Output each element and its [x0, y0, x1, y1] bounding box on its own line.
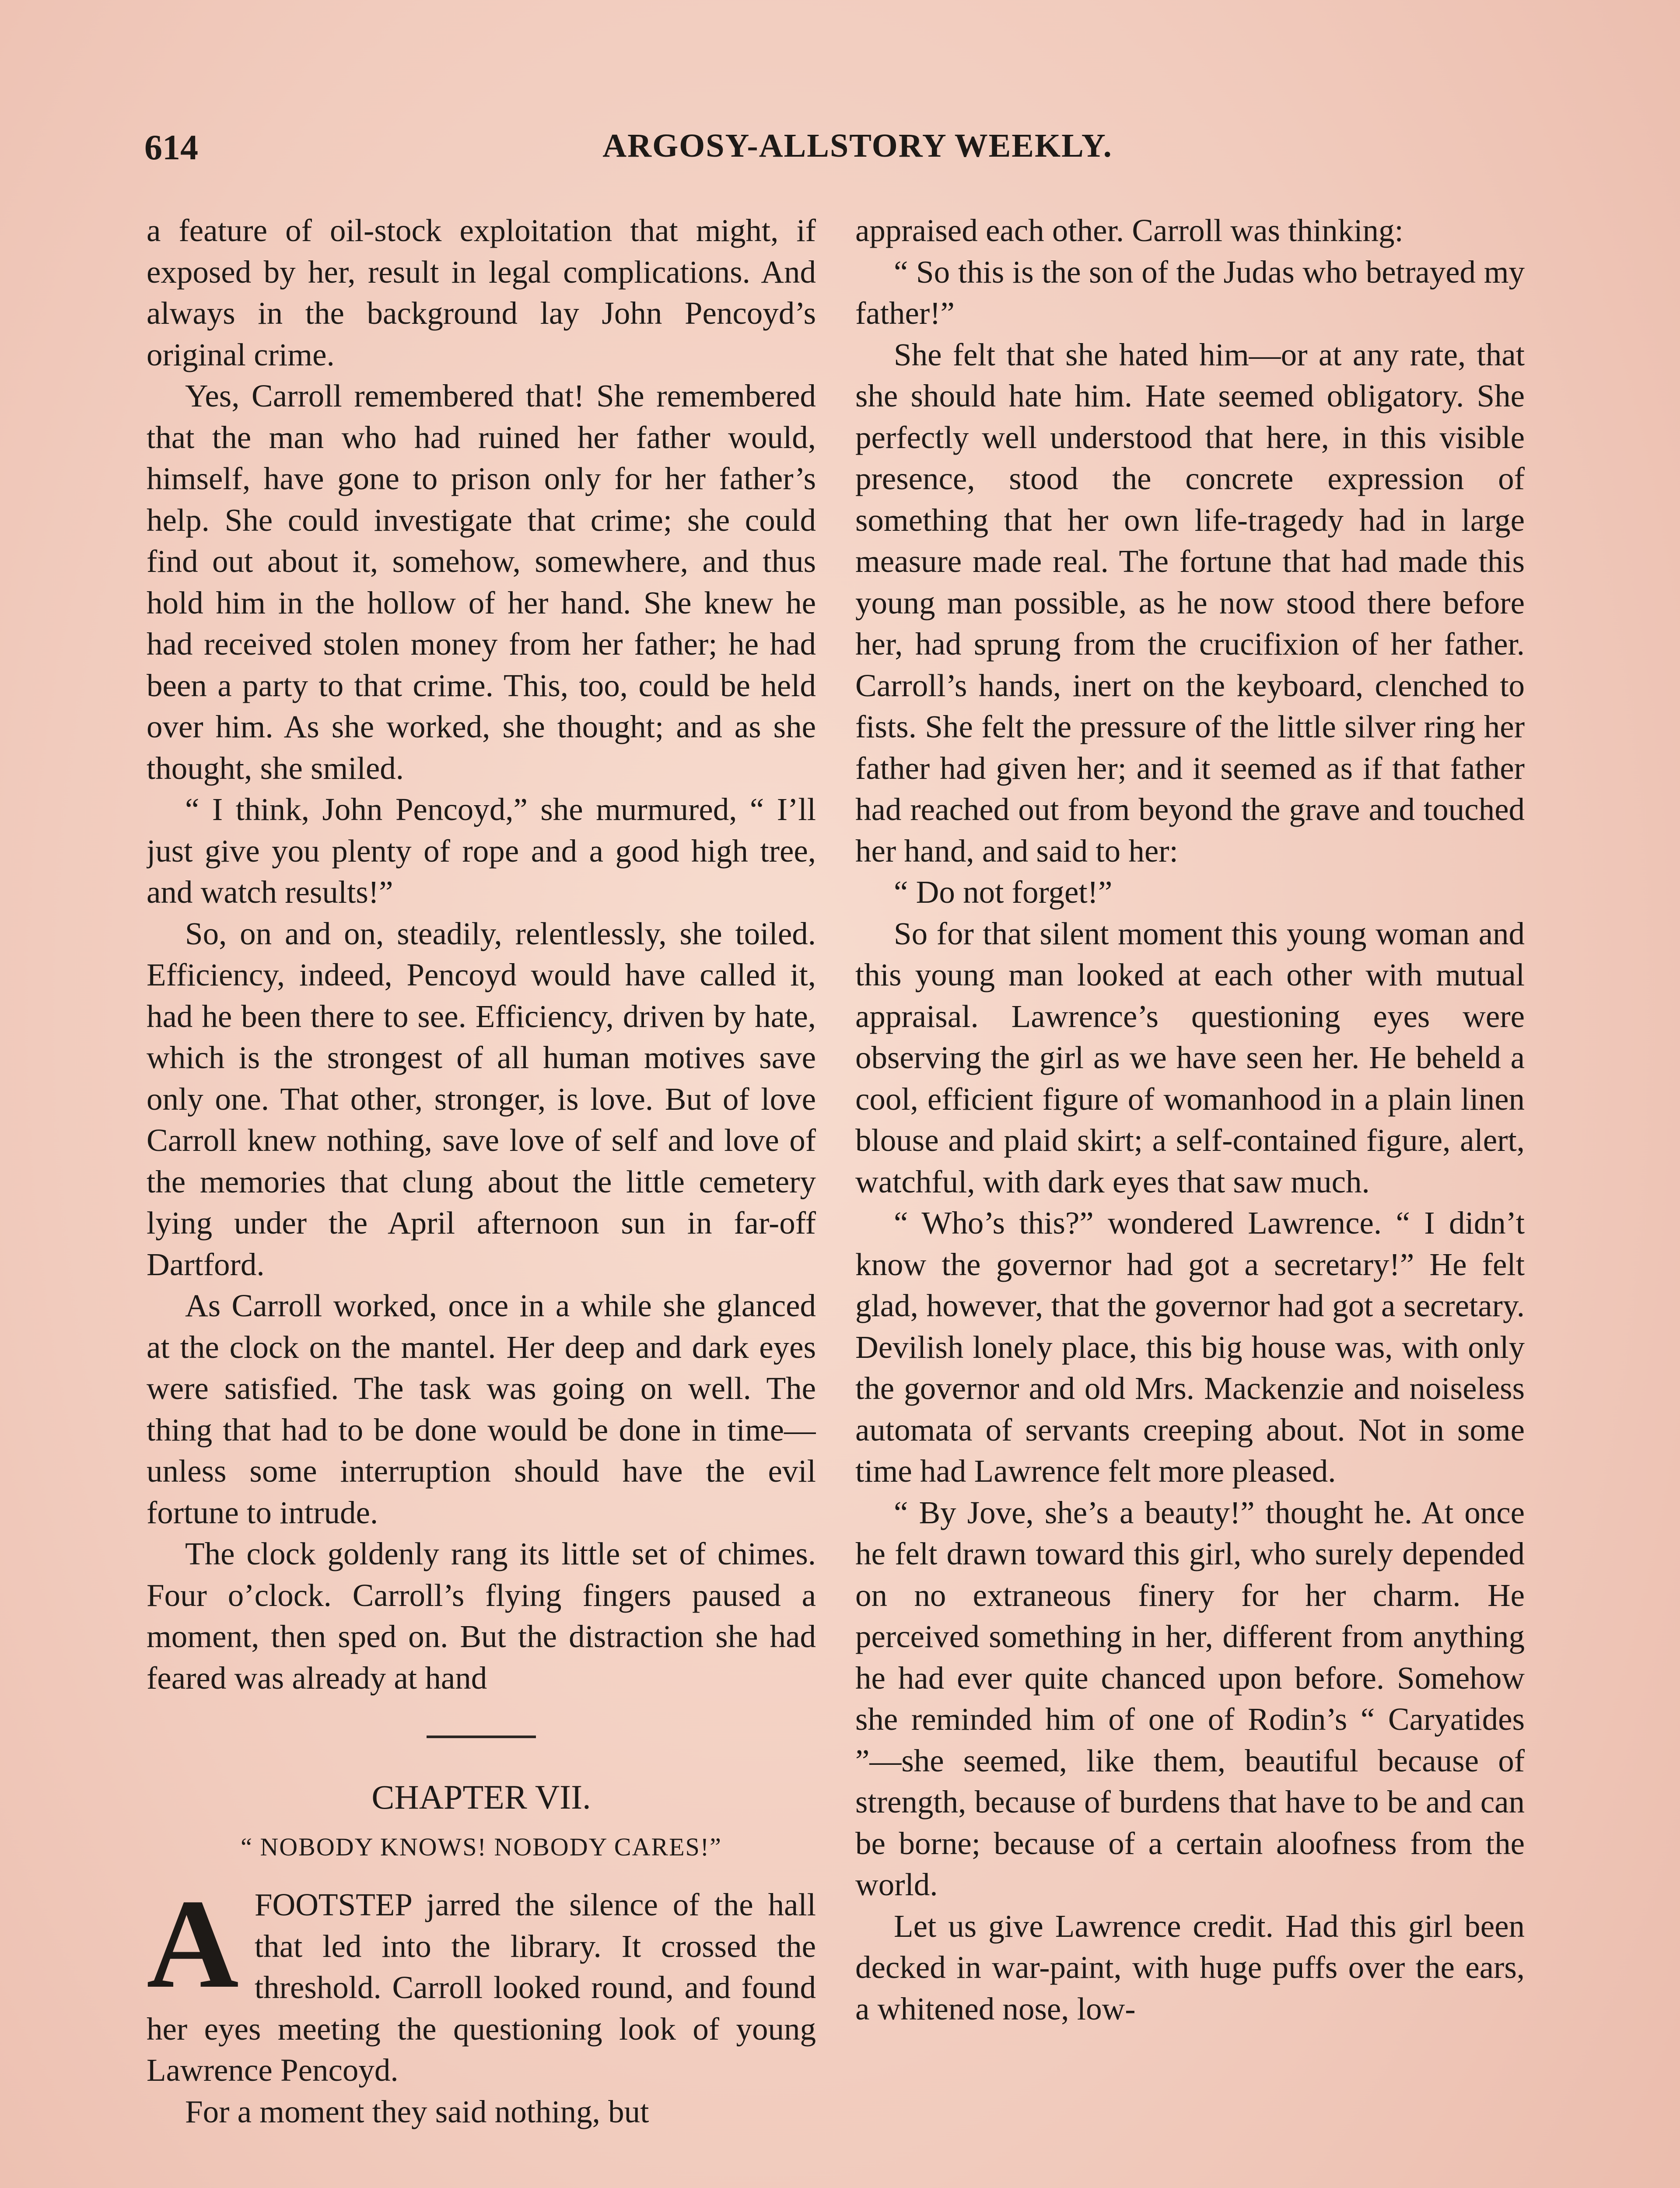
paragraph: The clock goldenly rang its little set of chimes. Four o’clock. Carroll’s flying fingers paused a moment, then sped on. But the distraction she had feared was already at hand: [147, 1536, 816, 1696]
running-head: ARGOSY-ALLSTORY WEEKLY.: [602, 127, 1113, 164]
page-number: 614: [144, 127, 198, 167]
paragraph: Yes, Carroll remembered that! She remembered that the man who had ruined her father would, himself, have gone to prison only for her father’s help. She could investigate that crime; she could find out about it, somehow, somewhere, and thus hold him in the hollow of her hand. She knew he had received stolen money from her father; he had been a party to that crime. This, too, could be held over him. As she worked, she thought; and as she thought, she smiled.: [147, 378, 816, 786]
paragraph: For a moment they said nothing, but: [185, 2093, 649, 2129]
paragraph: a feature of oil-stock exploitation that might, if exposed by her, result in legal complications. And always in the background lay John Pencoyd’s original crime.: [147, 213, 816, 372]
paragraph: “ Do not forget!”: [894, 874, 1113, 910]
paragraph: Let us give Lawrence credit. Had this girl been decked in war-paint, with huge puffs over the ears, a whitened nose, low-: [855, 1908, 1525, 2027]
paragraph: So for that silent moment this young woman and this young man looked at each other with mutual appraisal. Lawrence’s questioning eyes were observing the girl as we have seen her. He beheld a cool, efficient figure of womanhood in a plain linen blouse and plaid skirt; a self-contained figure, alert, watchful, with dark eyes that saw much.: [855, 915, 1525, 1199]
chapter-subtitle: “ NOBODY KNOWS! NOBODY CARES!”: [241, 1833, 722, 1861]
paragraph: As Carroll worked, once in a while she glanced at the clock on the mantel. Her deep and dark eyes were satisfied. The task was going on well. The thing that had to be done would be done in time—unless some interruption should have the evil fortune to intrude.: [147, 1288, 816, 1530]
paragraph: So, on and on, steadily, relentlessly, she toiled. Efficiency, indeed, Pencoyd would have called it, had he been there to see. Efficiency, driven by hate, which is the strongest of all human motives save only one. That other, stronger, is love. But of love Carroll knew nothing, save love of self and love of the memories that clung about the little cemetery lying under the April afternoon sun in far-off Dartford.: [147, 915, 816, 1282]
paragraph: appraised each other. Carroll was thinking:: [855, 213, 1404, 248]
paragraph: She felt that she hated him—or at any rate, that she should hate him. Hate seemed obligatory. She perfectly well understood that here, in this visible presence, stood the concrete expression of something that her own life-tragedy had in large measure made real. The fortune that had made this young man possible, as he now stood there before her, had sprung from the crucifixion of her father. Carroll’s hands, inert on the keyboard, clenched to fists. She felt the pressure of the little silver ring her father had given her; and it seemed as if that father had reached out from beyond the grave and touched her hand, and said to her:: [855, 337, 1525, 869]
chapter-title: CHAPTER VII.: [371, 1778, 591, 1816]
right-column: [855, 210, 1525, 2188]
drop-cap: A: [147, 1873, 239, 2015]
section-divider: [427, 1736, 536, 1738]
left-column: [147, 210, 816, 2188]
chapter-first-paragraph: FOOTSTEP jarred the silence of the hall that led into the library. It crossed the threshold. Carroll looked round, and found her eyes meeting the questioning look of young Lawrence Pencoyd.: [147, 1887, 816, 2088]
paragraph: “ I think, John Pencoyd,” she murmured, “ I’ll just give you plenty of rope and a good high tree, and watch results!”: [147, 792, 816, 910]
paragraph: “ Who’s this?” wondered Lawrence. “ I didn’t know the governor had got a secretary!” He felt glad, however, that the governor had got a secretary. Devilish lonely place, this big house was, with only the governor and old Mrs. Mackenzie and noiseless automata of servants creeping about. Not in some time had Lawrence felt more pleased.: [855, 1205, 1525, 1489]
page-header: [144, 127, 1536, 184]
paragraph: “ So this is the son of the Judas who betrayed my father!”: [855, 254, 1525, 331]
paragraph: “ By Jove, she’s a beauty!” thought he. At once he felt drawn toward this girl, who surely depended on no extraneous finery for her charm. He perceived something in her, different from anything he had ever quite chanced upon before. Somehow she reminded him of one of Rodin’s “ Caryatides ”—she seemed, like them, beautiful because of strength, because of burdens that have to be and can be borne; because of a certain aloofness from the world.: [855, 1494, 1525, 1902]
